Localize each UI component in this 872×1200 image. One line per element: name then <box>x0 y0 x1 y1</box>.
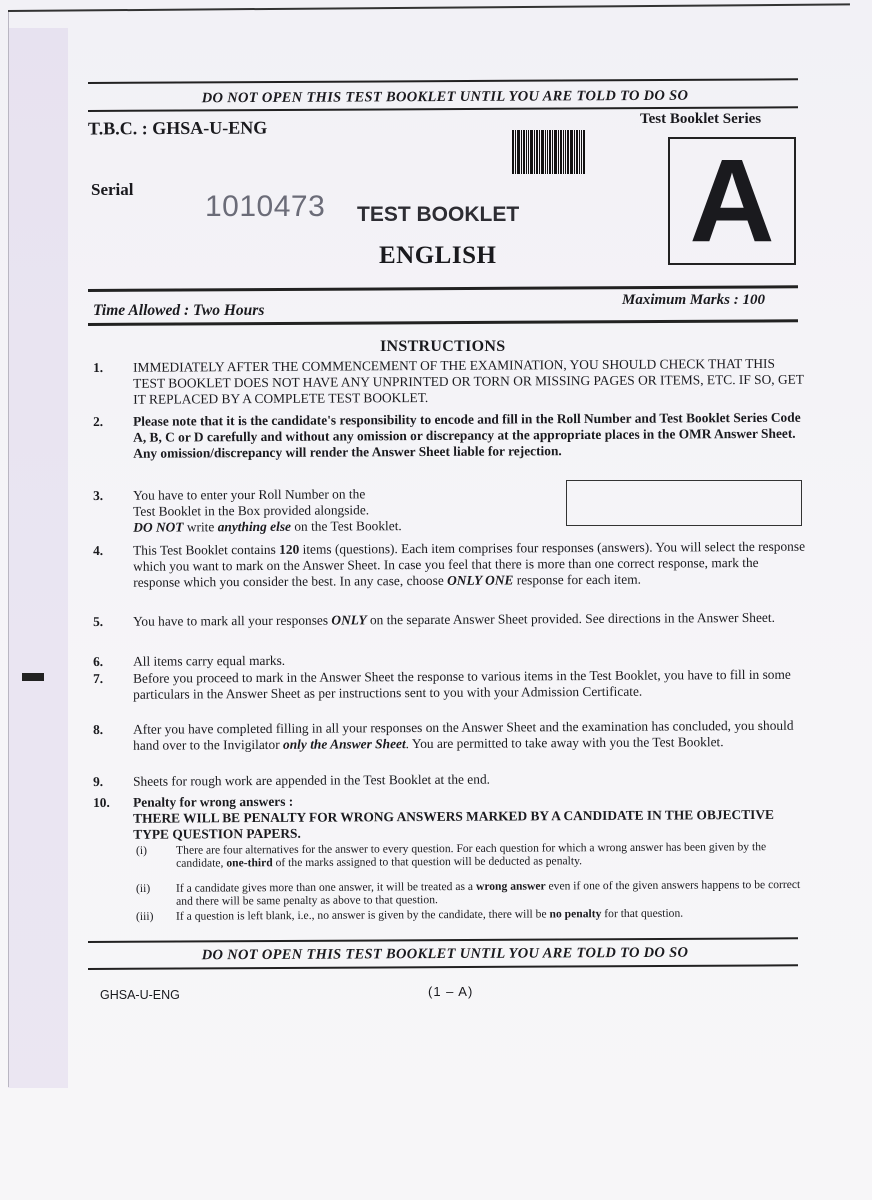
item-text: Please note that it is the candidate's responsibility to encode and fill in the Roll Number and Test Booklet Series Code A, B, C or D carefully and without any omission or discrepancy at the appropriate places in the OMR Answer Sheet. Any omission/discrepancy will render the Answer Sheet liable for rejection. <box>132 409 801 461</box>
item-text-part: After you have completed filling in all your responses on the Answer Sheet and the examination has concluded, you should hand over to the Invigilator <box>132 717 794 753</box>
time-rule-top <box>88 285 798 292</box>
item-text-part: on the separate Answer Sheet provided. See directions in the Answer Sheet. <box>366 609 775 628</box>
series-label: Test Booklet Series <box>640 111 762 127</box>
page-tint <box>8 28 68 1088</box>
left-edge-line <box>8 12 9 1087</box>
sub-item-number: (i) <box>136 843 148 857</box>
item-number: 9. <box>93 773 104 789</box>
sub-item-text: If a question is left blank, i.e., no answer is given by the candidate, there will be <box>175 907 550 923</box>
only-emphasis: ONLY <box>331 612 367 628</box>
item-text-part: response for each item. <box>513 571 641 588</box>
footer-rule-top <box>88 937 798 942</box>
footer-code: GHSA-U-ENG <box>100 988 180 1002</box>
instruction-9 <box>93 770 805 790</box>
item-text: Before you proceed to mark in the Answer Sheet the response to various items in the Test Booklet, you have to fill in some particulars in the Answer Sheet as per instructions sent to you with your Admission Certificate. <box>132 666 791 702</box>
item-text-part: items (questions). Each item comprises four responses (answers). You will select the response which you want to mark on the Answer Sheet. In case you feel that there is more than one correct response, mark the response which you consider the best. In any case, choose <box>133 538 806 590</box>
penalty-heading: Penalty for wrong answers : <box>132 793 294 810</box>
penalty-caps: THERE WILL BE PENALTY FOR WRONG ANSWERS MARKED BY A CANDIDATE IN THE OBJECTIVE TYPE QUESTION PAPERS. <box>133 806 774 842</box>
subject-title: ENGLISH <box>379 242 497 269</box>
instruction-5 <box>93 610 805 630</box>
instruction-4 <box>93 539 805 591</box>
sub-item-number: (ii) <box>136 881 151 895</box>
top-edge-line <box>8 3 850 12</box>
no-penalty-emphasis: no penalty <box>549 907 602 921</box>
barcode <box>512 130 602 174</box>
instruction-7 <box>93 667 805 703</box>
tbc-code: T.B.C. : GHSA-U-ENG <box>87 117 268 139</box>
instruction-1 <box>93 356 805 408</box>
item-text-line2: Test Booklet in the Box provided alongside. <box>133 502 370 519</box>
top-warning-banner: DO NOT OPEN THIS TEST BOOKLET UNTIL YOU ARE TOLD TO DO SO <box>201 87 689 107</box>
header-rule-top <box>88 78 798 83</box>
anything-else-emphasis: anything else <box>217 518 292 535</box>
item-text-part: on the Test Booklet. <box>290 518 402 534</box>
item-text-part: You have to mark all your responses <box>132 612 332 629</box>
item-number: 4. <box>93 542 104 558</box>
instruction-2 <box>93 410 805 462</box>
sub-item-text: of the marks assigned to that question will be deducted as penalty. <box>272 854 583 870</box>
penalty-rule-iii <box>136 906 808 923</box>
item-text-part: write <box>183 519 218 535</box>
item-text-part: . You are permitted to take away with you the Test Booklet. <box>405 734 724 752</box>
series-letter: A <box>689 135 775 267</box>
instruction-10 <box>93 791 805 843</box>
item-number: 3. <box>93 487 104 503</box>
answer-sheet-emphasis: only the Answer Sheet <box>282 736 406 752</box>
item-text-part: This Test Booklet contains <box>132 541 280 558</box>
serial-number: 1010473 <box>205 190 326 223</box>
sub-item-text: even if one of the given answers happens to be correct and there will be same penalty as above to that question. <box>176 877 801 908</box>
maximum-marks: Maximum Marks : 100 <box>622 292 765 308</box>
sub-item-text: If a candidate gives more than one answer, it will be treated as a <box>175 879 476 895</box>
item-text: All items carry equal marks. <box>132 652 286 669</box>
serial-label: Serial <box>91 180 134 199</box>
roll-number-box[interactable] <box>566 480 802 526</box>
do-not-emphasis: DO NOT <box>133 519 184 535</box>
item-number: 1. <box>93 359 104 375</box>
time-allowed: Time Allowed : Two Hours <box>93 302 265 319</box>
registration-mark <box>22 673 44 681</box>
page-number: (1 – A) <box>428 984 474 999</box>
item-number: 2. <box>93 413 104 429</box>
sub-item-text: for that question. <box>601 906 684 921</box>
item-number: 8. <box>93 721 104 737</box>
item-text: Sheets for rough work are appended in the Test Booklet at the end. <box>132 771 491 789</box>
instruction-3 <box>93 485 513 536</box>
item-number: 10. <box>93 794 110 810</box>
item-number: 5. <box>93 613 104 629</box>
item-text-line1: You have to enter your Roll Number on the <box>132 486 366 503</box>
sub-item-number: (iii) <box>136 909 154 923</box>
booklet-title: TEST BOOKLET <box>357 203 520 226</box>
sub-item-text: There are four alternatives for the answer to every question. For each question for which a wrong answer has been given by the candidate, <box>175 840 767 870</box>
item-text: IMMEDIATELY AFTER THE COMMENCEMENT OF THE EXAMINATION, YOU SHOULD CHECK THAT THIS TEST BOOKLET DOES NOT HAVE ANY UNPRINTED OR TORN OR MISSING PAGES OR ITEMS, ETC. IF SO, GET IT REPLACED BY A COMPLETE TEST BOOKLET. <box>132 355 804 407</box>
time-rule-bottom <box>88 319 798 326</box>
item-count: 120 <box>279 541 300 557</box>
series-letter-box <box>668 137 796 265</box>
instructions-title: INSTRUCTIONS <box>380 338 506 355</box>
footer-rule-bottom <box>88 964 798 969</box>
bottom-warning-banner: DO NOT OPEN THIS TEST BOOKLET UNTIL YOU ARE TOLD TO DO SO <box>201 944 689 964</box>
item-number: 6. <box>93 653 104 669</box>
wrong-answer-emphasis: wrong answer <box>475 879 546 893</box>
only-one-emphasis: ONLY ONE <box>447 572 514 588</box>
instruction-8 <box>93 718 805 754</box>
item-number: 7. <box>93 670 104 686</box>
one-third-emphasis: one-third <box>226 856 273 870</box>
penalty-rule-i <box>136 840 808 870</box>
penalty-rule-ii <box>136 878 808 908</box>
